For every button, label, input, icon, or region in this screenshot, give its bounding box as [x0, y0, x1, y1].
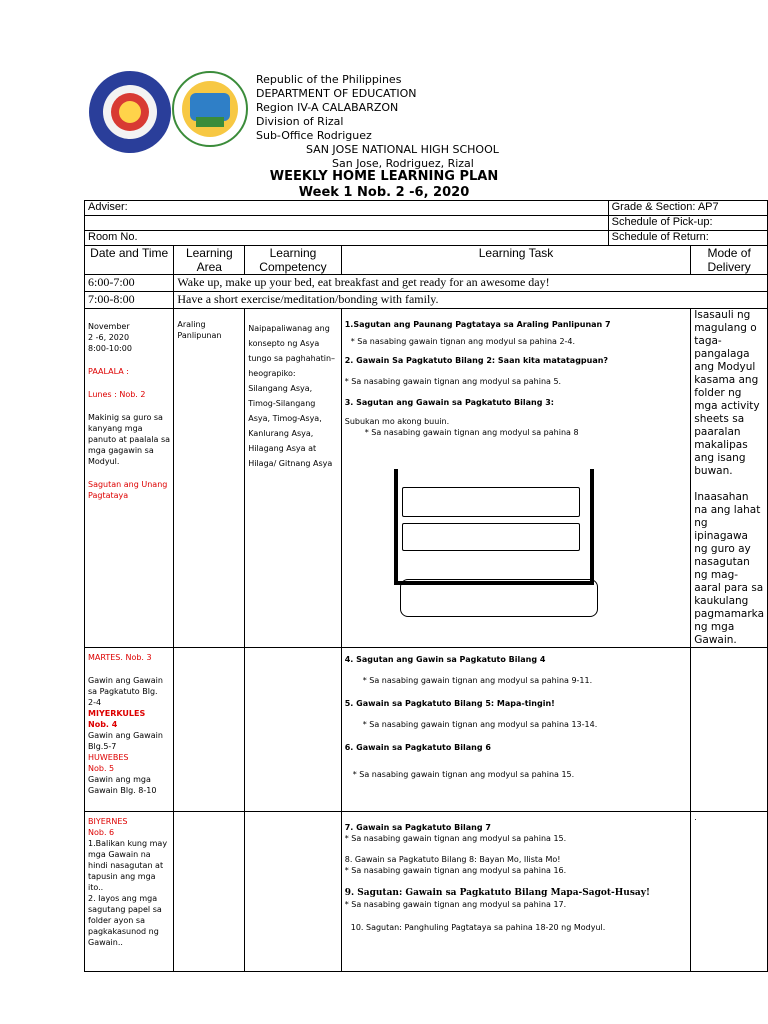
wednesday-label: MIYERKULES Nob. 4 [88, 709, 146, 729]
pickup-cell: Schedule of Pick-up: [608, 216, 767, 231]
area-blank-2 [174, 648, 245, 812]
date-range: November 2 -6, 2020 8:00-10:00 [88, 322, 132, 353]
routine-text-2: Have a short exercise/meditation/bonding with family. [174, 292, 768, 309]
deped-seal [89, 71, 171, 153]
monday-label: Lunes : Nob. 2 [88, 390, 146, 399]
delivery-note-1: Isasauli ng magulang o taga-pangalaga ang Modyul kasama ang folder ng mga activity sheets sa paaralan makalipas ang isang buwan. [694, 309, 760, 477]
task-2-note: * Sa nasabing gawain tignan ang modyul sa pahina 5. [344, 377, 562, 386]
task-10: 10. Sagutan: Panghuling Pagtataya sa pahina 18-20 ng Modyul. [350, 923, 606, 932]
friday-label: BIYERNES Nob. 6 [88, 817, 128, 837]
routine-time-2: 7:00-8:00 [85, 292, 174, 309]
task-1-note: * Sa nasabing gawain tignan ang modyul sa pahina 2-4. [350, 337, 576, 346]
learning-competency: Naipapaliwanag ang konsepto ng Asya tungo sa paghahatin– heograpiko: Silangang Asya, Timog-Silangang Asya, Timog-Asya, Kanlurang Asya, Hilagang Asya at Hilaga/ Gitnang Asya [245, 309, 342, 648]
col-header-date: Date and Time [85, 246, 174, 275]
week-title: Week 1 Nob. 2 -6, 2020 [298, 185, 470, 200]
room-cell: Room No. [85, 231, 609, 246]
area-blank-3 [174, 812, 245, 972]
puzzle-box-2 [402, 523, 580, 551]
wednesday-task: Gawin ang Gawain Blg.5-7 [88, 731, 163, 751]
header-line-2: DEPARTMENT OF EDUCATION [256, 87, 417, 100]
doc-title: WEEKLY HOME LEARNING PLAN [269, 169, 499, 184]
sagutan-note: Sagutan ang Unang Pagtataya [88, 480, 168, 500]
competency-blank-3 [245, 812, 342, 972]
tuesday-label: MARTES. Nob. 3 [88, 653, 152, 662]
task-3-note: * Sa nasabing gawain tignan ang modyul sa pahina 8 [364, 428, 579, 437]
routine-text-1: Wake up, make up your bed, eat breakfast and get ready for an awesome day! [174, 275, 768, 292]
col-header-area: Learning Area [174, 246, 245, 275]
delivery-blank-2 [691, 648, 768, 812]
tasks-day1 [341, 309, 691, 648]
school-name: SAN JOSE NATIONAL HIGH SCHOOL [306, 143, 499, 156]
task-7: 7. Gawain sa Pagkatuto Bilang 7 [344, 823, 491, 832]
learning-area: Araling Panlipunan [174, 309, 245, 648]
makinig-note: Makinig sa guro sa kanyang mga panuto at paalala sa mga gagawin sa Modyul. [88, 413, 171, 466]
puzzle-box-3 [400, 579, 598, 617]
task-8: 8. Gawain sa Pagkatuto Bilang 8: Bayan Mo, Ilista Mo! [344, 855, 561, 864]
task-5-note: * Sa nasabing gawain tignan ang modyul sa pahina 13-14. [362, 720, 598, 729]
header-line-1: Republic of the Philippines [256, 73, 402, 86]
tasks-day3 [341, 812, 691, 972]
task-2: 2. Gawain Sa Pagkatuto Bilang 2: Saan kita matatagpuan? [344, 356, 609, 365]
return-cell: Schedule of Return: [608, 231, 767, 246]
task-3-sub: Subukan mo akong buuin. [344, 417, 450, 426]
task-6-note: * Sa nasabing gawain tignan ang modyul sa pahina 15. [352, 770, 575, 779]
task-4: 4. Sagutan ang Gawin sa Pagkatuto Bilang 4 [344, 655, 546, 664]
task-3: 3. Sagutan ang Gawain sa Pagkatuto Bilang 3: [344, 398, 555, 407]
tasks-day2 [341, 648, 691, 812]
blank-cell [85, 216, 609, 231]
grade-section-cell: Grade & Section: AP7 [608, 201, 767, 216]
puzzle-box-1 [402, 487, 580, 517]
paalala-label: PAALALA : [88, 367, 129, 376]
col-header-competency: Learning Competency [245, 246, 342, 275]
task-5: 5. Gawain sa Pagkatuto Bilang 5: Mapa-tingin! [344, 699, 555, 708]
delivery-note-2: Inaasahan na ang lahat ng ipinagawa ng guro ay nasagutan ng mag-aaral para sa kaukulang pagmamarka ng mga Gawain. [694, 491, 765, 646]
delivery-dot: . [691, 812, 768, 972]
task-1: 1.Sagutan ang Paunang Pagtataya sa Araling Panlipunan 7 [344, 320, 611, 329]
learning-plan-table [84, 200, 768, 972]
task-6: 6. Gawain sa Pagkatuto Bilang 6 [344, 743, 491, 752]
competency-blank-2 [245, 648, 342, 812]
thursday-task: Gawin ang mga Gawain Blg. 8-10 [88, 775, 157, 795]
task-8-note: * Sa nasabing gawain tignan ang modyul sa pahina 16. [344, 866, 567, 875]
thursday-label: HUWEBES Nob. 5 [88, 753, 129, 773]
header-line-5: Sub-Office Rodriguez [256, 129, 372, 142]
tuesday-task: Gawin ang Gawain sa Pagkatuto Blg. 2-4 [88, 676, 163, 707]
task-4-note: * Sa nasabing gawain tignan ang modyul sa pahina 9-11. [362, 676, 593, 685]
col-header-task: Learning Task [341, 246, 691, 275]
routine-time-1: 6:00-7:00 [85, 275, 174, 292]
rizal-division-seal [172, 71, 248, 147]
task-9-note: * Sa nasabing gawain tignan ang modyul sa pahina 17. [344, 900, 567, 909]
adviser-cell: Adviser: [85, 201, 609, 216]
header-line-4: Division of Rizal [256, 115, 344, 128]
task-9: 9. Sagutan: Gawain sa Pagkatuto Bilang Mapa-Sagot-Husay! [344, 888, 650, 898]
friday-notes: 1.Balikan kung may mga Gawain na hindi nasagutan at tapusin ang mga ito.. 2. Iayos ang mga sagutang papel sa folder ayon sa pagkakasunod ng Gawain.. [88, 839, 168, 947]
task-7-note: * Sa nasabing gawain tignan ang modyul sa pahina 15. [344, 834, 567, 843]
col-header-delivery: Mode of Delivery [691, 246, 768, 275]
school-address: San Jose, Rodriguez, Rizal [332, 157, 474, 170]
header-line-3: Region IV-A CALABARZON [256, 101, 399, 114]
